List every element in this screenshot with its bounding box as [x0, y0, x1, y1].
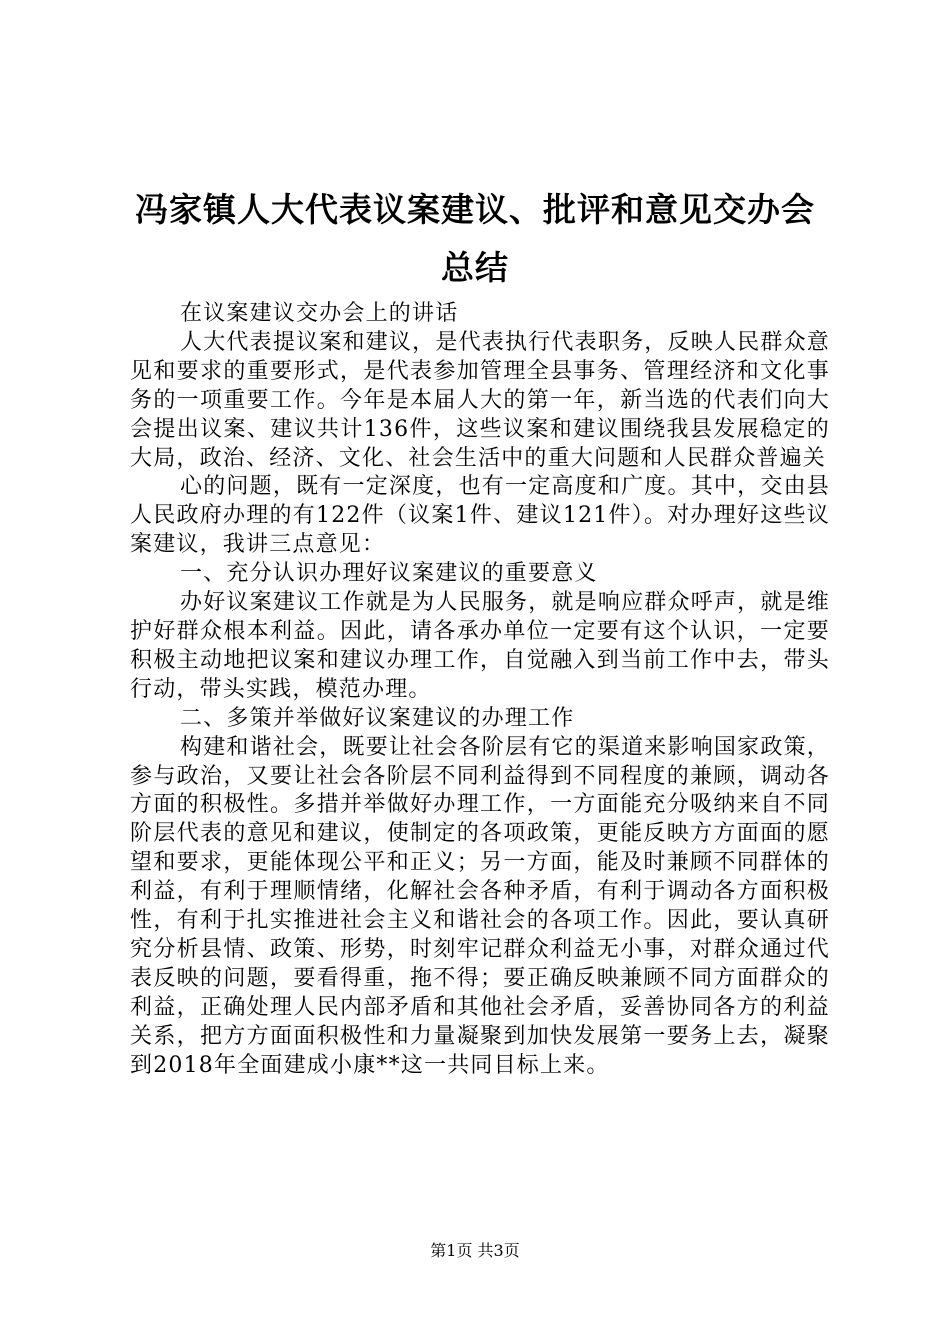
section-heading-2: 二、多策并举做好议案建议的办理工作 — [180, 705, 575, 731]
paragraph-intro-continued: 心的问题，既有一定深度，也有一定高度和广度。其中，交由县人民政府办理的有122件（议案1件、建议121件）。对办理好这些议案建议，我讲三点意见： — [130, 474, 830, 558]
document-title-line2: 总结 — [441, 248, 509, 287]
document-title-line1: 冯家镇人大代表议案建议、批评和意见交办会 — [135, 190, 815, 229]
document-body — [130, 300, 830, 1080]
paragraph-section-2: 构建和谐社会，既要让社会各阶层有它的渠道来影响国家政策，参与政治，又要让社会各阶层不同利益得到不同程度的兼顾，调动各方面的积极性。多措并举做好办理工作，一方面能充分吸纳来自不同阶层代表的意见和建议，使制定的各项政策，更能反映方方面面的愿望和要求，更能体现公平和正义；另一方面，能及时兼顾不同群体的利益，有利于理顺情绪，化解社会各种矛盾，有利于调动各方面积极性，有利于扎实推进社会主义和谐社会的各项工作。因此，要认真研究分析县情、政策、形势，时刻牢记群众利益无小事，对群众通过代表反映的问题，要看得重，拖不得；要正确反映兼顾不同方面群众的利益，正确处理人民内部矛盾和其他社会矛盾，妥善协同各方的利益关系，把方方面面积极性和力量凝聚到加快发展第一要务上去，凝聚到2018年全面建成小康**这一共同目标上来。 — [130, 734, 830, 1078]
section-heading-1: 一、充分认识办理好议案建议的重要意义 — [180, 561, 598, 587]
paragraph-intro: 人大代表提议案和建议，是代表执行代表职务，反映人民群众意见和要求的重要形式，是代表参加管理全县事务、管理经济和文化事务的一项重要工作。今年是本届人大的第一年，新当选的代表们向大会提出议案、建议共计136件，这些议案和建议围绕我县发展稳定的大局，政治、经济、文化、社会生活中的重大问题和人民群众普遍关 — [130, 329, 830, 471]
paragraph-section-1: 办好议案建议工作就是为人民服务，就是响应群众呼声，就是维护好群众根本利益。因此，请各承办单位一定要有这个认识，一定要积极主动地把议案和建议办理工作，自觉融入到当前工作中去，带头行动，带头实践，模范办理。 — [130, 590, 830, 702]
page-number-footer: 第1页 共3页 — [430, 1241, 520, 1260]
paragraph-speech-heading: 在议案建议交办会上的讲话 — [180, 301, 459, 326]
